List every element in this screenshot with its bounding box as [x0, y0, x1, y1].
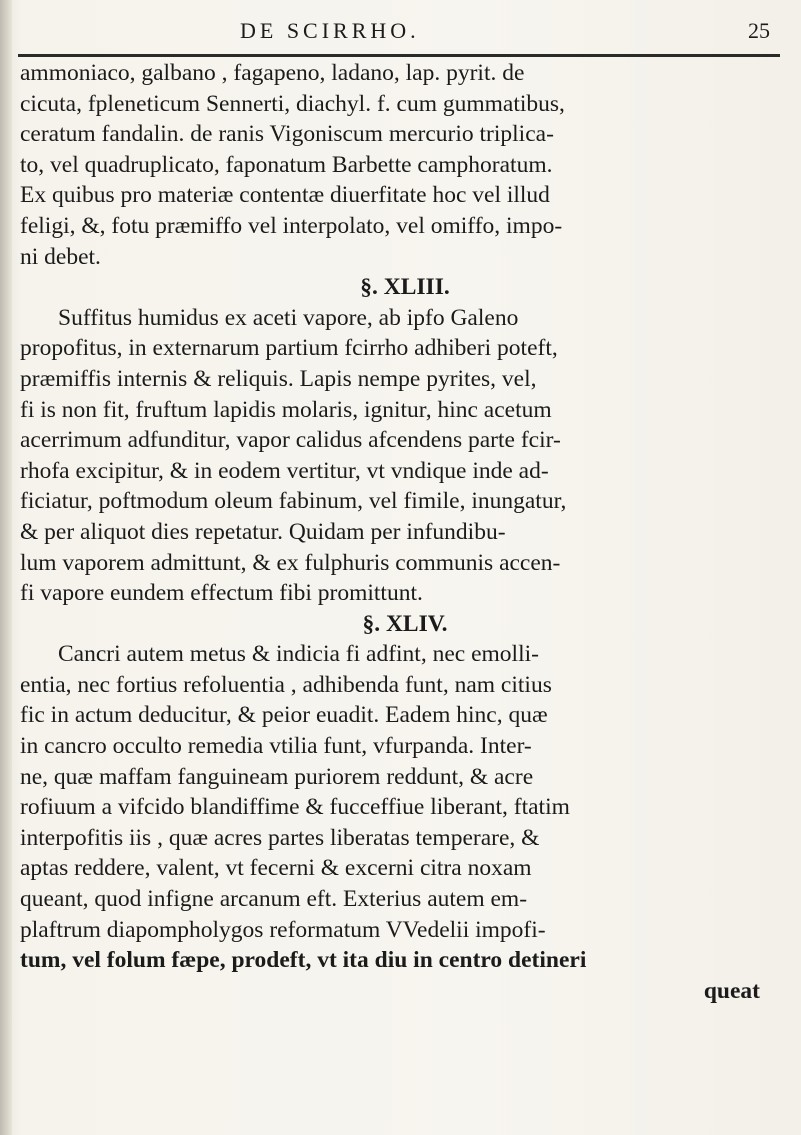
header-rule	[18, 54, 780, 57]
text-line: acerrimum adfunditur, vapor calidus afcendens parte fcir-	[20, 427, 561, 454]
text-line: tum, vel folum fæpe, prodeft, vt ita diu in centro detineri	[20, 947, 587, 974]
text-line: fic in actum deducitur, & peior euadit. Eadem hinc, quæ	[20, 702, 548, 729]
text-line: interpofitis iis , quæ acres partes liberatas temperare, &	[20, 824, 540, 851]
text-line: ammoniaco, galbano , fagapeno, ladano, lap. pyrit. de	[20, 60, 525, 86]
text-line: ne, quæ maffam fanguineam puriorem reddunt, & acre	[20, 763, 534, 790]
text-line: aptas reddere, valent, vt fecerni & excerni citra noxam	[20, 855, 532, 882]
text-line: Cancri autem metus & indicia fi adfint, nec emolli-	[58, 641, 539, 668]
text-line: fi is non fit, fruftum lapidis molaris, ignitur, hinc acetum	[20, 396, 552, 423]
text-line: in cancro occulto remedia vtilia funt, vfurpanda. Inter-	[20, 733, 532, 760]
text-line: & per aliquot dies repetatur. Quidam per infundibu-	[20, 518, 506, 545]
text-line: rhofa excipitur, & in eodem vertitur, vt vndique inde ad-	[20, 457, 549, 484]
page-header	[0, 14, 801, 50]
page-number: 25	[748, 18, 770, 43]
text-line: feligi, &, fotu præmiffo vel interpolato, vel omiffo, impo-	[20, 212, 563, 239]
text-line: Ex quibus pro materiæ contentæ diuerfitate hoc vel illud	[20, 182, 550, 209]
text-line: fi vapore eundem effectum fibi promittunt.	[20, 580, 423, 607]
text-line: ni debet.	[20, 243, 101, 270]
page-body-text	[20, 58, 790, 1006]
text-line: plaftrum diapompholygos reformatum VVedelii impofi-	[20, 916, 546, 943]
text-line: cicuta, fpleneticum Sennerti, diachyl. f. cum gummatibus,	[20, 90, 565, 117]
text-line: ficiatur, poftmodum oleum fabinum, vel fimile, inungatur,	[20, 488, 567, 515]
page-gutter-shadow	[0, 0, 12, 1135]
text-line: lum vaporem admittunt, & ex fulphuris communis accen-	[20, 549, 561, 576]
text-line: ceratum fandalin. de ranis Vigoniscum mercurio triplica-	[20, 121, 554, 148]
section-heading-xliv: §. XLIV.	[362, 610, 448, 637]
running-title: DE SCIRRHO.	[240, 18, 420, 43]
text-line: propofitus, in externarum partium fcirrho adhiberi poteft,	[20, 335, 558, 362]
text-line: præmiffis internis & reliquis. Lapis nempe pyrites, vel,	[20, 365, 537, 392]
text-line: Suffitus humidus ex aceti vapore, ab ipfo Galeno	[58, 304, 519, 331]
text-line: queant, quod infigne arcanum eft. Exterius autem em-	[20, 886, 528, 913]
text-line: rofiuum a vifcido blandiffime & fucceffiue liberant, ftatim	[20, 794, 570, 821]
catchword: queat	[703, 977, 760, 1004]
text-line: to, vel quadruplicato, faponatum Barbette camphoratum.	[20, 151, 553, 178]
section-heading-xliii: §. XLIII.	[360, 274, 450, 301]
text-line: entia, nec fortius refoluentia , adhibenda funt, nam citius	[20, 671, 552, 698]
